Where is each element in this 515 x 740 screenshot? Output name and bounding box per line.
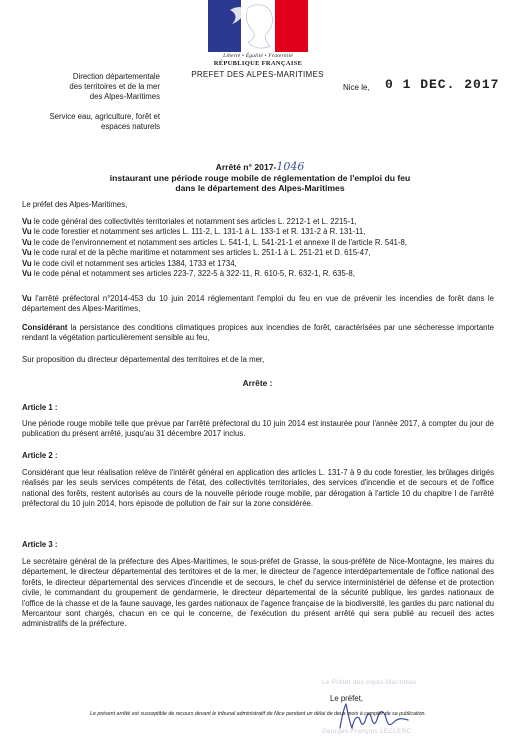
handwritten-number: 1046	[276, 160, 305, 173]
arrete-heading: Arrête :	[242, 378, 273, 388]
article-1-heading: Article 1 :	[22, 403, 58, 412]
place-label: Nice le,	[343, 83, 370, 92]
article-1-text: Une période rouge mobile telle que prévue par l'arrêté préfectoral du 10 juin 2014 est instaurée pour l'année 2017, à compter du jour de publication du présent arrêté, jusqu'au 31 décembre 2017 inclus.	[22, 419, 494, 439]
considerant: Considérant la persistance des conditions climatiques propices aux incendies de forêt, caractérisées par une sécheresse importante rendant la végétation particulièrement sensible au feu,	[22, 323, 494, 343]
article-2-text: Considérant que leur réalisation relève de l'intérêt général en application des articles L. 131-7 à 9 du code forestier, les brûlages dirigés réalisés par les seuls services compétents de l'état, des collectivités territoriales, des services d'incendie et de secours et de l'office national des forêts, restent autorisés au cours de la nouvelle période rouge mobile, par dérogation à l'article 10 du chapitre I de l'arrêté préfectoral du 10 juin 2014, hors épisode de pollution de l'air sur la zone considérée.	[22, 468, 494, 509]
department-block: Direction départementale des territoires et de la mer des Alpes-Maritimes	[69, 72, 160, 101]
vu-item: Vu le code général des collectivités territoriales et notamment ses articles L. 2212-1 et L. 2215-1,	[22, 217, 357, 226]
decree-number-line: Arrêté n° 2017-1046	[215, 160, 305, 173]
prefet-heading: PREFET DES ALPES-MARITIMES	[191, 70, 324, 79]
signature-label: Le préfet,	[330, 694, 363, 703]
republique-francaise: RÉPUBLIQUE FRANÇAISE	[213, 60, 303, 67]
signature-stamp-top: Le Préfet des Alpes-Maritimes	[322, 680, 417, 686]
article-2-heading: Article 2 :	[22, 451, 58, 460]
marianne-logo	[208, 0, 308, 52]
vu-list	[22, 217, 494, 279]
motto: Liberté • Égalité • Fraternité	[223, 53, 293, 59]
intro: Le préfet des Alpes-Maritimes,	[22, 200, 128, 209]
vu-item: Vu le code pénal et notamment ses articles 223-7, 322-5 à 322-11, R. 610-5, R. 632-1, R. 635-8,	[22, 269, 355, 279]
vu-item: Vu le code de l'environnement et notamment ses articles L. 541-1, L. 541-21-1 et annexe II de l'article R. 541-8,	[22, 237, 407, 247]
article-3-heading: Article 3 :	[22, 540, 58, 549]
date-stamp: 0 1 DEC. 2017	[385, 77, 500, 92]
proposition: Sur proposition du directeur départemental des territoires et de la mer,	[22, 355, 265, 364]
vu-item: Vu le code forestier et notamment ses articles L. 111-2, L. 131-1 à L. 133-1 et R. 131-2 à R. 131-11,	[22, 227, 366, 237]
service-block: Service eau, agriculture, forêt et espaces naturels	[49, 112, 160, 131]
decree-title: Arrêté n° 2017-1046 instaurant une période rouge mobile de réglementation de l'emploi du feu dans le département des Alpes-Maritimes	[60, 162, 460, 194]
signature-stamp-bottom: Georges-François LECLERC	[322, 729, 412, 735]
vu-arrete: Vu l'arrêté préfectoral n°2014-453 du 10 juin 2014 réglementant l'emploi du feu en vue de prévenir les incendies de forêt dans le département des Alpes-Maritimes,	[22, 294, 494, 314]
footnote: Le présent arrêté est susceptible de recours devant le tribunal administratif de Nice pendant un délai de deux mois à compter de sa publication.	[90, 711, 426, 717]
vu-item: Vu le code civil et notamment ses articles 1384, 1733 et 1734,	[22, 258, 237, 268]
article-3-text: Le secrétaire général de la préfecture des Alpes-Maritimes, le sous-préfet de Grasse, la sous-préfète de Nice-Montagne, les maires du département, le directeur départemental des territoires et de la mer, le directeur de l'agence interdépartementale de l'office national des forêts, le directeur départemental des services d'incendie et de secours, le chef du service interministériel de défense et de protection civile, le commandant du groupement de gendarmerie, le directeur départemental de la sécurité publique, les gardes nationaux de l'office de la chasse et de la faune sauvage, les gardes nationaux de l'agence française de la biodiversité, les gardes du parc national du Mercantour sont chargés, chacun en ce qui le concerne, de l'exécution du présent arrêté qui sera publié au recueil des actes administratifs de la préfecture.	[22, 557, 494, 629]
vu-item: Vu le code rural et de la pêche maritime et notamment ses articles L. 251-1 à L. 251-21 et D. 615-47,	[22, 248, 371, 258]
